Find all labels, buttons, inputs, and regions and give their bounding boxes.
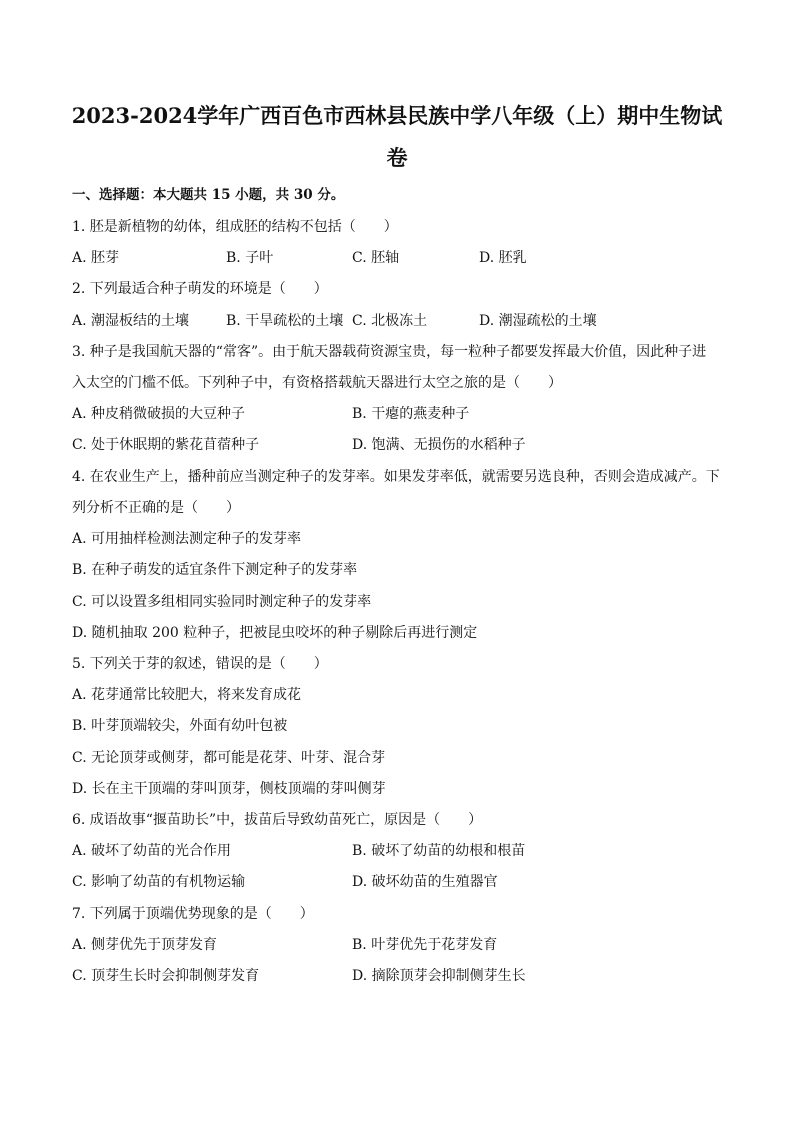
question-4-option-d: D. 随机抽取 200 粒种子，把被昆虫咬坏的种子剔除后再进行测定 [72, 625, 478, 641]
question-4-option-b: B. 在种子萌发的适宜条件下测定种子的发芽率 [72, 562, 358, 578]
question-7-option-d: D. 摘除顶芽会抑制侧芽生长 [352, 968, 526, 984]
question-3-option-d: D. 饱满、无损伤的水稻种子 [352, 437, 526, 453]
question-1-option-b: B. 子叶 [226, 250, 274, 266]
exam-title-line-2: 卷 [386, 145, 408, 170]
question-5-option-a: A. 花芽通常比较肥大，将来发育成花 [72, 687, 302, 703]
question-1-stem: 1. 胚是新植物的幼体，组成胚的结构不包括（ ） [72, 219, 398, 235]
question-4-stem-line-2: 列分析不正确的是（ ） [72, 500, 240, 516]
question-1-option-d: D. 胚乳 [479, 250, 527, 266]
question-2-option-b: B. 干旱疏松的土壤 [226, 313, 344, 329]
question-7-option-c: C. 顶芽生长时会抑制侧芽发育 [72, 968, 260, 984]
question-7-option-b: B. 叶芽优先于花芽发育 [352, 937, 498, 953]
section-heading: 一、选择题：本大题共 15 小题，共 30 分。 [72, 187, 345, 203]
question-6-option-d: D. 破坏幼苗的生殖器官 [352, 874, 498, 890]
question-5-option-c: C. 无论顶芽或侧芽，都可能是花芽、叶芽、混合芽 [72, 750, 386, 766]
question-6-option-a: A. 破坏了幼苗的光合作用 [72, 843, 232, 859]
question-5-option-b: B. 叶芽顶端较尖，外面有幼叶包被 [72, 718, 288, 734]
question-4-option-a: A. 可用抽样检测法测定种子的发芽率 [72, 531, 302, 547]
question-2-option-c: C. 北极冻土 [352, 313, 428, 329]
question-5-option-d: D. 长在主干顶端的芽叫顶芽，侧枝顶端的芽叫侧芽 [72, 781, 386, 797]
exam-title-line-1: 2023-2024学年广西百色市西林县民族中学八年级（上）期中生物试 [71, 103, 723, 128]
question-7-option-a: A. 侧芽优先于顶芽发育 [72, 937, 218, 953]
question-3-stem-line-1: 3. 种子是我国航天器的“常客”。由于航天器载荷资源宝贵，每一粒种子都要发挥最大价值，因此种子进 [72, 344, 707, 360]
question-7-stem: 7. 下列属于顶端优势现象的是（ ） [72, 906, 314, 922]
question-3-stem-line-2: 入太空的门槛不低。下列种子中，有资格搭载航天器进行太空之旅的是（ ） [72, 375, 562, 391]
question-3-option-a: A. 种皮稍微破损的大豆种子 [72, 406, 246, 422]
question-3-option-c: C. 处于休眠期的紫花苜蓿种子 [72, 437, 260, 453]
question-4-option-c: C. 可以设置多组相同实验同时测定种子的发芽率 [72, 594, 372, 610]
question-1-option-a: A. 胚芽 [72, 250, 120, 266]
question-6-option-c: C. 影响了幼苗的有机物运输 [72, 874, 246, 890]
question-2-stem: 2. 下列最适合种子萌发的环境是（ ） [72, 281, 328, 297]
question-3-option-b: B. 干瘪的燕麦种子 [352, 406, 470, 422]
question-2-option-d: D. 潮湿疏松的土壤 [479, 313, 597, 329]
question-6-option-b: B. 破坏了幼苗的幼根和根苗 [352, 843, 526, 859]
question-2-option-a: A. 潮湿板结的土壤 [72, 313, 190, 329]
question-6-stem: 6. 成语故事“揠苗助长”中，拔苗后导致幼苗死亡，原因是（ ） [72, 812, 483, 828]
question-4-stem-line-1: 4. 在农业生产上，播种前应当测定种子的发芽率。如果发芽率低，就需要另选良种，否则会造成减产。下 [72, 469, 720, 485]
question-1-option-c: C. 胚轴 [352, 250, 400, 266]
question-5-stem: 5. 下列关于芽的叙述，错误的是（ ） [72, 656, 328, 672]
